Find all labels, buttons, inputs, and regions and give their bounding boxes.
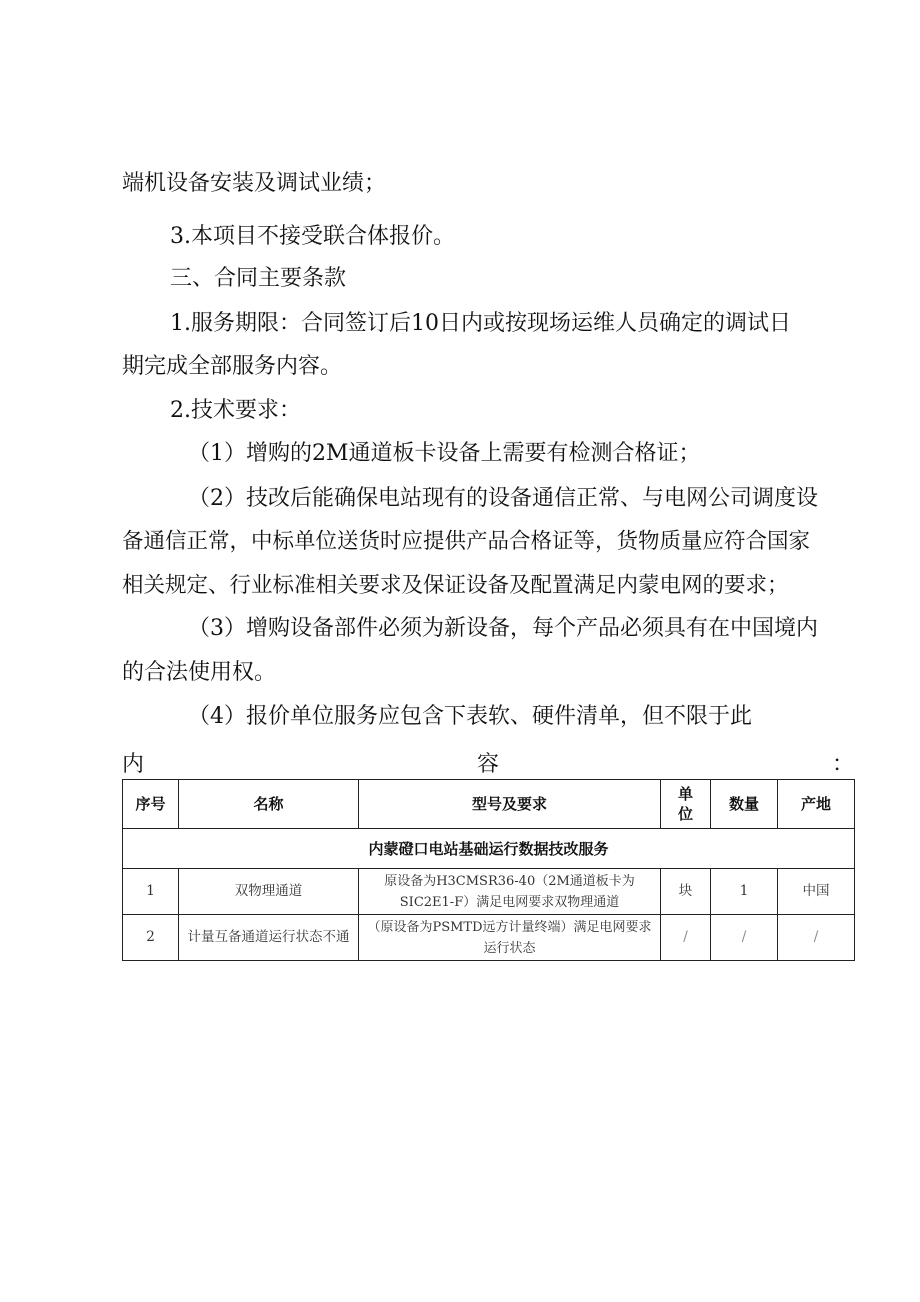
content-label-char: 容 [476,752,499,777]
paragraph-line: 1.服务期限：合同签订后10日内或按现场运维人员确定的调试日 [170,311,791,336]
header-cell-origin: 产地 [778,780,855,829]
table-header-row [123,780,855,829]
cell-no: 2 [123,915,179,961]
table-section-row [123,829,855,869]
paragraph-line: 的合法使用权。 [122,660,277,685]
cell-origin: 中国 [778,869,855,915]
paragraph-line: 2.技术要求： [170,398,301,423]
paragraph-line: 相关规定、行业标准相关要求及保证设备及配置满足内蒙电网的要求； [122,573,789,598]
cell-requirements: （原设备为PSMTD远方计量终端）满足电网要求运行状态 [359,915,661,961]
header-cell-requirements: 型号及要求 [359,780,661,829]
cell-unit: / [661,915,711,961]
paragraph-line: （4）报价单位服务应包含下表软、硬件清单，但不限于此 [188,704,752,729]
cell-origin: / [778,915,855,961]
cell-name: 计量互备通道运行状态不通 [179,915,359,961]
cell-unit: 块 [661,869,711,915]
content-label-char: 内 [122,752,145,777]
paragraph-line: 端机设备安装及调试业绩； [122,171,387,196]
paragraph-line: 备通信正常，中标单位送货时应提供产品合格证等，货物质量应符合国家 [122,529,811,554]
section-title-cell: 内蒙磴口电站基础运行数据技改服务 [123,829,855,869]
content-label-char: ： [831,752,854,777]
header-cell-name: 名称 [179,780,359,829]
section-heading: 三、合同主要条款 [170,266,347,291]
table-row [123,915,855,961]
paragraph-line: （1）增购的2M通道板卡设备上需要有检测合格证； [188,441,701,466]
hardware-software-list-table [122,779,855,961]
header-cell-quantity: 数量 [711,780,778,829]
cell-no: 1 [123,869,179,915]
cell-name: 双物理通道 [179,869,359,915]
paragraph-line: 3.本项目不接受联合体报价。 [170,224,455,249]
cell-requirements: 原设备为H3CMSR36-40（2M通道板卡为SIC2E1-F）满足电网要求双物理通道 [359,869,661,915]
table-row [123,869,855,915]
cell-quantity: / [711,915,778,961]
header-cell-unit: 单位 [661,780,711,829]
paragraph-line: （2）技改后能确保电站现有的设备通信正常、与电网公司调度设 [188,486,818,511]
paragraph-line: 期完成全部服务内容。 [122,354,343,379]
paragraph-line: （3）增购设备部件必须为新设备，每个产品必须具有在中国境内 [188,616,818,641]
header-cell-no: 序号 [123,780,179,829]
content-label-row [122,750,854,780]
cell-quantity: 1 [711,869,778,915]
